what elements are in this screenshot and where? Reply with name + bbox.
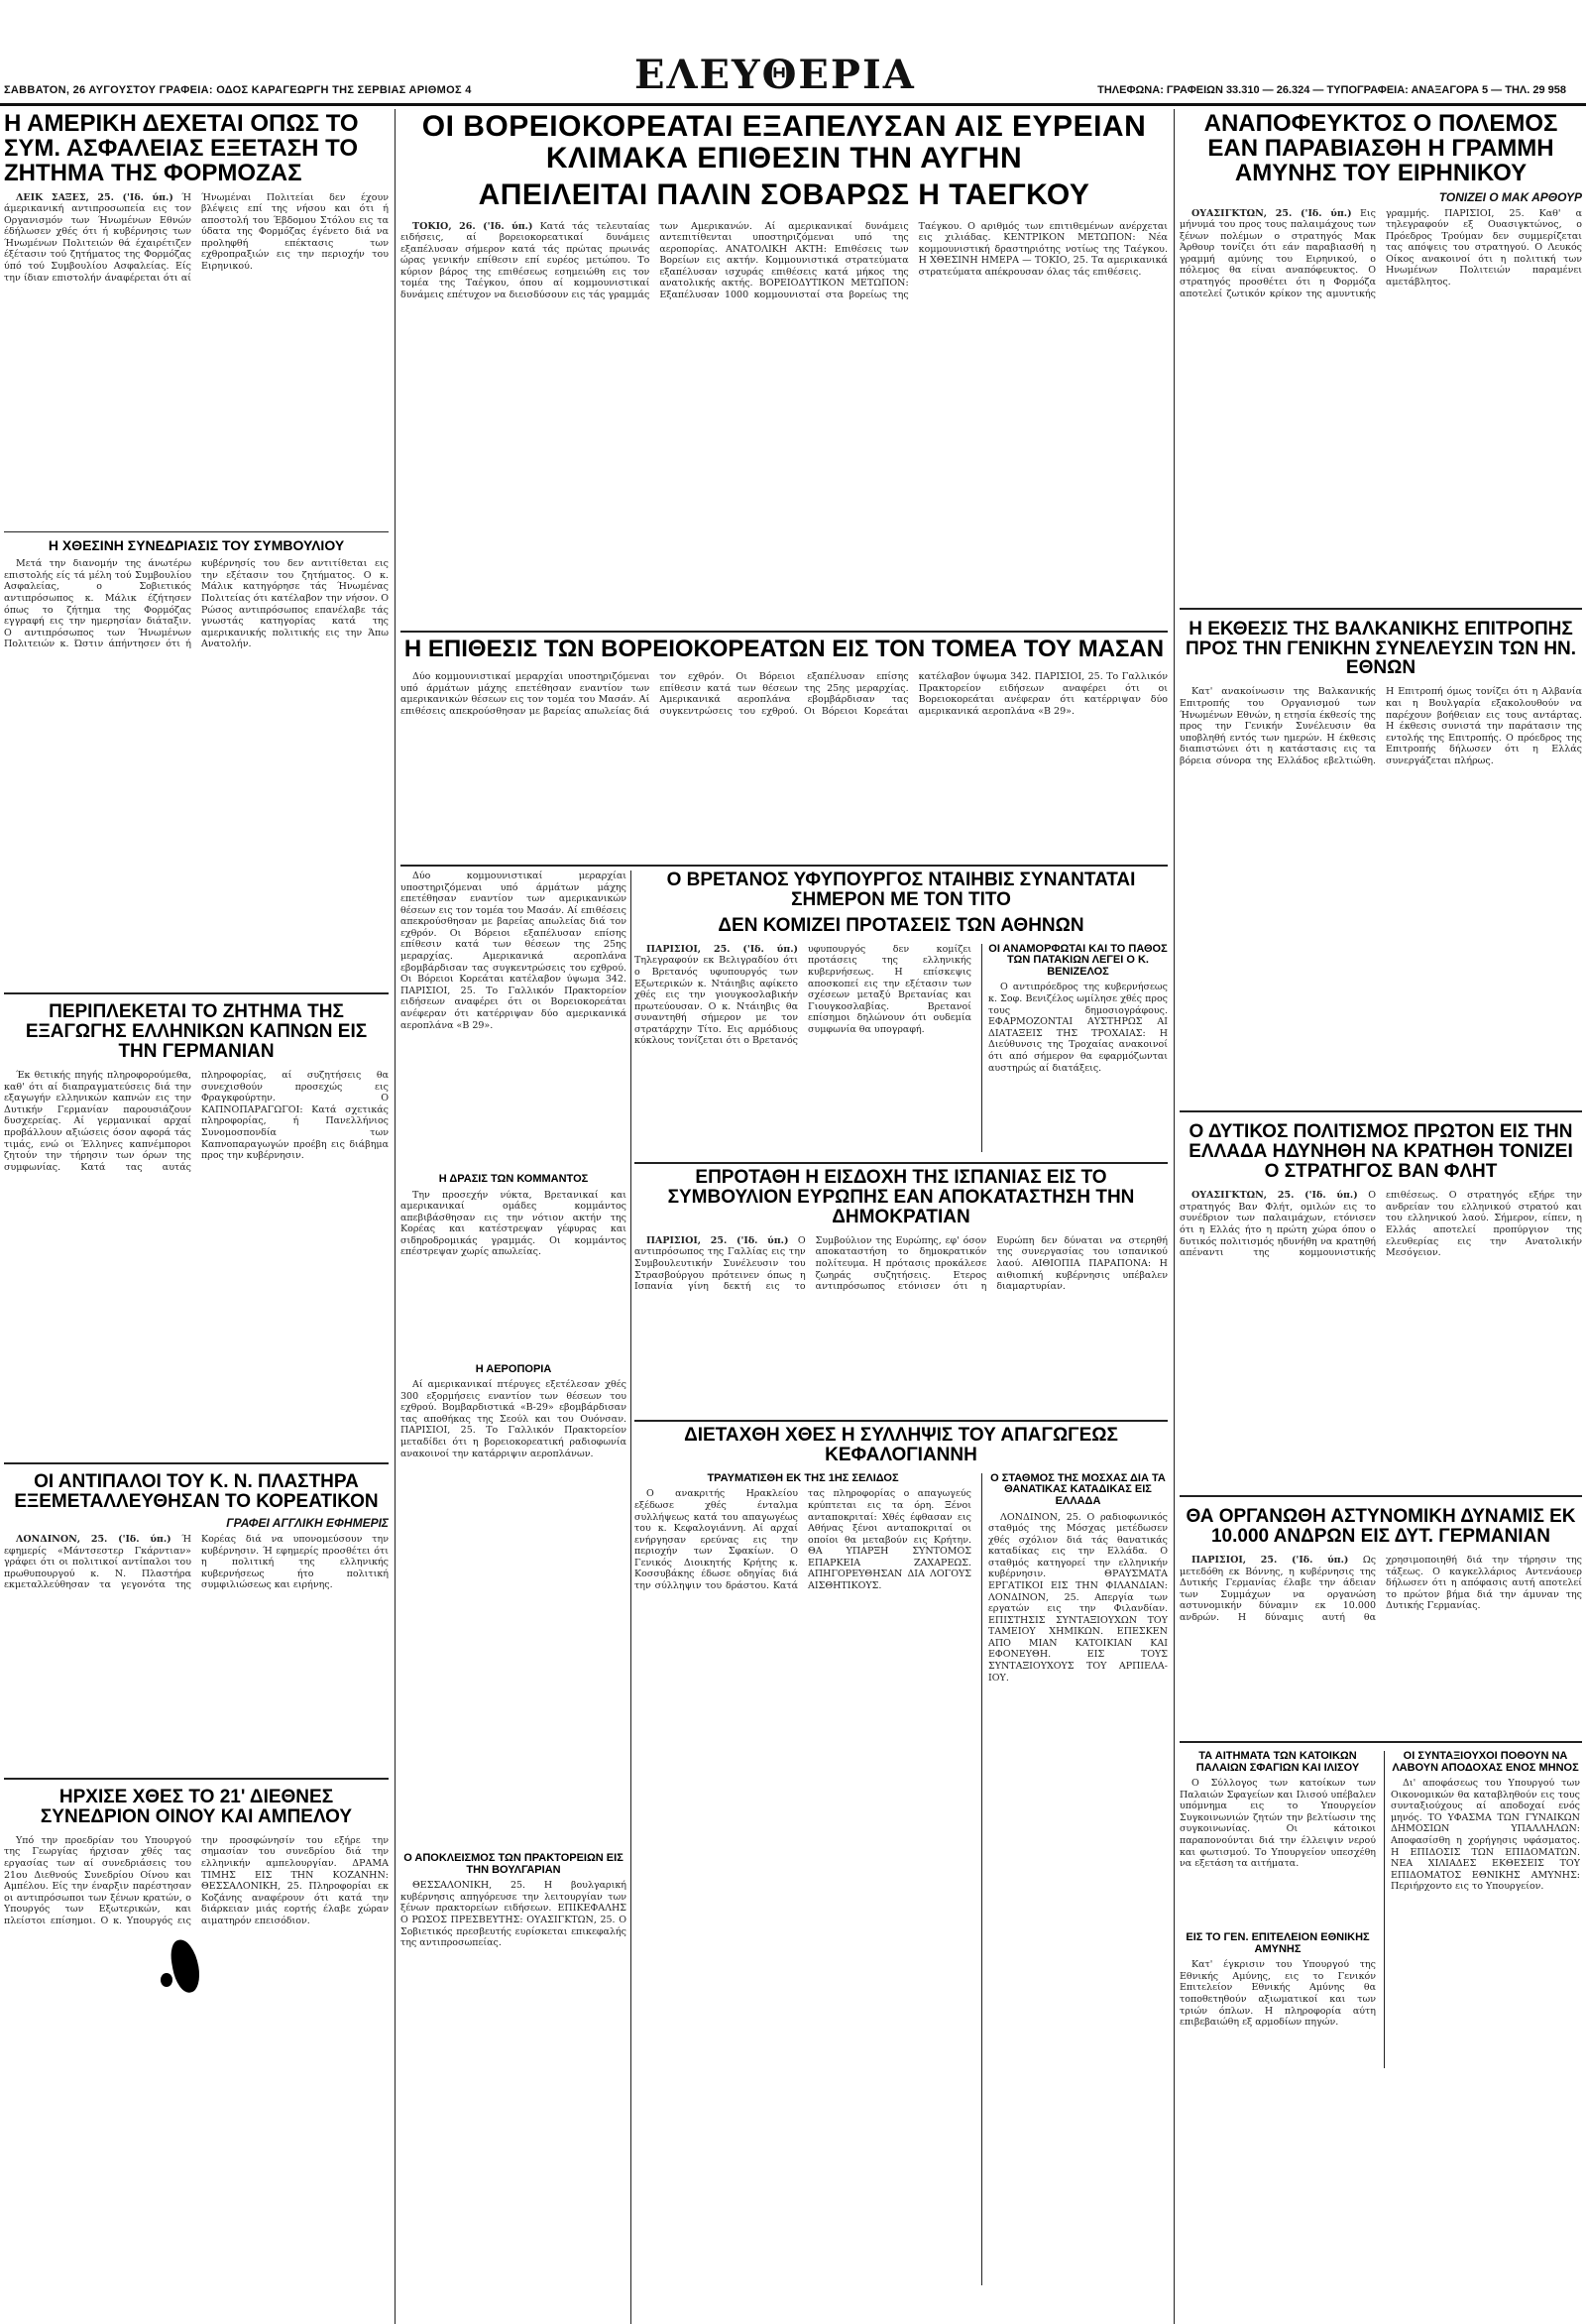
divider	[400, 865, 1168, 867]
right-column	[1180, 111, 1582, 2320]
balkan-body: Κατ' ανακοίνωσιν της Βαλκανικής Επιτροπής του Οργανισμού των Ήνωμένων Εθνών, η ετησία έκθεσίς της προς την Γενικήν Συνέλευσιν θα υποβληθή εντός των ημερών. Η έκθεσις διαπιστώνει ότι η κατάστασις εις τα βόρεια σύνορα της Ελλάδος εβελτιώθη. Η Επιτροπή όμως τονίζει ότι η Αλβανία και η Βουλγαρία εξακολουθούν να παρέχουν βοήθειαν εις τους αντάρτας. Η έκθεσις συνιστά την παράτασιν της εντολής της Επιτροπής. Ο πρόεδρος της Επιτροπής δήλωσεν ότι η Ελλάς συνεργάζεται πλήρως.	[1180, 686, 1582, 766]
divider	[1180, 1495, 1582, 1497]
police-body: ΠΑΡΙΣΙΟΙ, 25. ('Ιδ. ύπ.) Ως μετεδόθη εκ Βόννης, η κυβέρνησις της Δυτικής Γερμανίας έλαβε την άδειαν των Συμμάχων να οργανώση αστυνομικήν δύναμιν εκ 10.000 ανδρών. Η δύναμις αυτή θα χρησιμοποιηθή διά την τήρησιν της τάξεως. Ο καγκελλάριος Αντενάουερ δήλωσεν ότι η απόφασις αυτή αποτελεί το πρώτον βήμα διά την άμυναν της Δυτικής Γερμανίας.	[1180, 1555, 1582, 1623]
defense-staff-headline: ΕΙΣ ΤΟ ΓΕΝ. ΕΠΙΤΕΛΕΙΟΝ ΕΘΝΙΚΗΣ ΑΜΥΝΗΣ	[1186, 1931, 1370, 1955]
left-column	[4, 111, 389, 2320]
lead-body: ΤΟΚΙΟ, 26. ('Ιδ. ύπ.) Κατά τάς τελευταίας ειδήσεις, αί βορειοκορεατικαί δυνάμεις εξαπέλυσαν σήμερον κατά τάς πρώτας πρωινάς ώρας γενικήν επίθεσιν επί ευρέος μετώπου. Το κύριον βάρος της επιθέσεως εσημειώθη εις τον τομέα της Ταέγκου, όπου αί κομμουνιστικαί δυνάμεις επέτυχον να διεισδύσουν εις τάς γραμμάς των Αμερικανών. Αί αμερικανικαί δυνάμεις αντεπιτίθενται υποστηριζόμεναι υπό της αεροπορίας. ΑΝΑΤΟΛΙΚΗ ΑΚΤΗ: Επιθέσεις των Βορείων εις ακτήν. Κομμουνιστικά στρατεύματα εξαπέλυσαν ισχυράς επιθέσεις κατά μήκος της ανατολικής ακτής. ΒΟΡΕΙΟΔΥΤΙΚΟΝ ΜΕΤΩΠΟΝ: Εξαπέλυσαν 1000 κομμουνισταί στα βορείως της Ταέγκου. Ο αριθμός των επιτιθεμένων ανέρχεται εις χιλιάδας. ΚΕΝΤΡΙΚΟΝ ΜΕΤΩΠΟΝ: Νέα κομμουνιστική δραστηριότης νοτίως της Ταέγκου. Η ΧΘΕΣΙΝΗ ΗΜΕΡΑ — ΤΟΚΙΟ, 25. Τα αμερικανικά στρατεύματα απέκρουσαν όλας τάς επιθέσεις.	[400, 220, 1168, 300]
tito-story	[634, 871, 1168, 1158]
warrant-headline: ΔΙΕΤΑΧΘΗ ΧΘΕΣ Η ΣΥΛΛΗΨΙΣ ΤΟΥ ΑΠΑΓΩΓΕΩΣ ΚΕΦΑΛΟΓΙΑΝΝΗ	[684, 1426, 1118, 1465]
warrant-body: Ο ανακριτής Ηρακλείου εξέδωσε χθές ένταλμα συλλήψεως κατά του απαγωγέως του κ. Κεφαλογιάννη. Αί αρχαί ενήργησαν ερεύνας εις την περιοχήν των Σφακίων. Ο Γενικός Διοικητής Κρήτης κ. Κοσσυβάκης έδωσε οδηγίας διά την σύλληψιν του δράστου. Κατά τας πληροφορίας ο απαγωγεύς κρύπτεται εις τα όρη. Ξένοι ανταποκριταί: Χθές έφθασαν εις Αθήνας ξένοι ανταποκριταί οι οποίοι θα μεταβούν εις Κρήτην. ΘΑ ΥΠΑΡΞΗ ΣΥΝΤΟΜΟΣ ΕΠΑΡΚΕΙΑ ΖΑΧΑΡΕΩΣ. ΑΠΗΓΟΡΕΥΘΗΣΑΝ ΔΙΑ ΛΟΓΟΥΣ ΑΙΣΘΗΤΙΚΟΥΣ.	[634, 1488, 971, 1592]
phone-line: ΤΗΛΕΦΩΝΑ: ΓΡΑΦΕΙΩΝ 33.310 — 26.324 — ΤΥΠΟΓΡΑΦΕΙΑ: ΑΝΑΞΑΓΟΡΑ 5 — ΤΗΛ. 29 958	[1097, 84, 1566, 96]
divider	[4, 1462, 389, 1464]
divider	[1180, 1741, 1582, 1743]
commandos-headline: Η ΔΡΑΣΙΣ ΤΩΝ ΚΟΜΜΑΝΤΟΣ	[438, 1173, 589, 1185]
masan-headline: Η ΕΠΙΘΕΣΙΣ ΤΩΝ ΒΟΡΕΙΟΚΟΡΕΑΤΩΝ ΕΙΣ ΤΟΝ ΤΟΜΕΑ ΤΟΥ ΜΑΣΑΝ	[403, 637, 1165, 662]
macarthur-body: ΟΥΑΣΙΓΚΤΩΝ, 25. ('Ιδ. ύπ.) Εις μήνυμά του προς τους παλαιμάχους των ξένων πολέμων ο στρατηγός Μακ Άρθουρ τονίζει ότι εάν παραβιασθή η γραμμή αμύνης του Ειρηνικού, ο πόλεμος θα είναι αναπόφευκτος. Ο στρατηγός προσθέτει ότι η Φορμόζα αποτελεί ζωτικόν κρίκον της αμυντικής γραμμής. ΠΑΡΙΣΙΟΙ, 25. Καθ' α τηλεγραφούν εξ Ουασιγκτώνος, ο Πρόεδρος Τρούμαν δεν συμμερίζεται τας απόψεις του στρατηγού. Ο Λευκός Οίκος ανακοινοί ότι η πολιτική των Ηνωμένων Πολιτειών παραμένει αμετάβλητος.	[1180, 207, 1582, 299]
air-lead-body: Δύο κομμουνιστικαί μεραρχίαι υποστηριζόμεναι υπό άρμάτων μάχης επετέθησαν εναντίον των αμερικανικών θέσεων εις τον τομέα του Μασάν. Αί επιθέσεις απεκρούσθησαν με βαρείας απωλείας διά τον εχθρόν. Οι Βόρειοι εξαπέλυσαν επίσης επίθεσιν κατά των θέσεων της 25ης μεραρχίας. Αμερικανικά αεροπλάνα εβομβάρδισαν τας συγκεντρώσεις του εχθρού. Οι Βόρειοι Κορεάται κατέλαβον ύψωμα 342. ΠΑΡΙΣΙΟΙ, 25. Το Γαλλικόν Πρακτορείον ειδήσεων αναφέρει ότι οι Βορειοκορεάται ανέφεραν ότι κατέρριψαν δύο αμερικανικά αεροπλάνα «Β 29».	[400, 871, 626, 1031]
date-address-line: ΣΑΒΒΑΤΟΝ, 26 ΑΥΓΟΥΣΤΟΥ ΓΡΑΦΕΙΑ: ΟΔΟΣ ΚΑΡΑΓΕΩΡΓΗ ΤΗΣ ΣΕΡΒΙΑΣ ΑΡΙΘΜΟΣ 4	[4, 84, 472, 96]
pensioners-headline: ΟΙ ΣΥΝΤΑΞΙΟΥΧΟΙ ΠΟΘΟΥΝ ΝΑ ΛΑΒΟΥΝ ΑΠΟΔΟΧΑΣ ΕΝΟΣ ΜΗΝΟΣ	[1392, 1750, 1579, 1774]
spain-story	[634, 1168, 1168, 1416]
vanfleet-body: ΟΥΑΣΙΓΚΤΩΝ, 25. ('Ιδ. ύπ.) Ο στρατηγός Βαν Φλήτ, ομιλών εις το συνέδριον των παλαιμάχων, ετόνισεν ότι η Ελλάς ήτο η πρώτη χώρα όπου ο δυτικός πολιτισμός ηδυνήθη να κρατηθή απέναντι της κομμουνιστικής επιθέσεως. Ο στρατηγός εξήρε την ανδρείαν του ελληνικού στρατού και του ελληνικού λαού. Σήμερον, είπεν, η Ελλάς αποτελεί προπύργιον της ελευθερίας εις την Ανατολικήν Μεσόγειον.	[1180, 1190, 1582, 1259]
residents-headline: ΤΑ ΑΙΤΗΜΑΤΑ ΤΩΝ ΚΑΤΟΙΚΩΝ ΠΑΛΑΙΩΝ ΣΦΑΓΙΩΝ ΚΑΙ ΙΛΙΣΟΥ	[1195, 1750, 1360, 1774]
article-formosa-body: ΛΕΙΚ ΣΑΞΕΣ, 25. ('Ιδ. ύπ.) Ή άμερικανική αντιπροσωπεία εις τον Οργανισμόν των Ήνωμένων Εθνών έδήλωσεν χθές ότι ή κυβέρνησις των Ήνωμένων Πολιτειών θά έχαιρέτιζεν έξέτασιν τού ζητήματος της Φορμόζας ύπό τού Συμβουλίου Ασφαλείας. Είς την ίδιαν επιστολήν άναφέρεται ότι αί Ήνωμέναι Πολιτείαι δεν έχουν βλέψεις επί της νήσου και ότι ή αποστολή του Έβδομου Στόλου εις τα ύδατα της Φορμόζας έγένετο διά να προληφθή επέκτασις των εχθροπραξιών εις την περιοχήν του Ειρηνικού.	[4, 191, 389, 284]
moscow-body: ΛΟΝΔΙΝΟΝ, 25. Ο ραδιοφωνικός σταθμός της Μόσχας μετέδωσεν χθές σχόλιον διά τάς θανατικάς καταδίκας εις την Ελλάδα. Ο σταθμός κατηγορεί την ελληνικήν κυβέρνησιν. ΘΡΑΥΣΜΑΤΑ ΕΡΓΑΤΙΚΟΙ ΕΙΣ ΤΗΝ ΦΙΛΑΝΔΙΑΝ: ΛΟΝΔΙΝΟΝ, 25. Απεργία των εργατών εις την Φιλανδίαν. ΕΠΙΣΤΗΣΙΣ ΣΥΝΤΑΞΙΟΥΧΩΝ ΤΟΥ ΤΑΜΕΙΟΥ ΧΗΜΙΚΩΝ. ΕΠΕΣΚΕΝ ΑΠΟ ΜΙΑΝ ΚΑΤΟΙΚΙΑΝ ΚΑΙ ΕΦΟΝΕΥΘΗ. ΕΙΣ ΤΟΥΣ ΣΥΝΤΑΞΙΟΥΧΟΥΣ ΤΟΥ ΑΡΠΙΕΛΑ-ΙΟΥ.	[988, 1511, 1168, 1684]
warrant-story	[634, 1426, 1168, 2320]
airforce-body: Αί αμερικανικαί πτέρυγες εξετέλεσαν χθές 300 εξορμήσεις εναντίον των θέσεων του εχθρού. Βομβαρδιστικά «Β-29» εβομβάρδισαν τας αποθήκας της Σεούλ και του Ουόνσαν. ΠΑΡΙΣΙΟΙ, 25. Το Γαλλικόν Πρακτορείον μεταδίδει ότι η βορειοκορεατική ραδιοφωνία ανακοινοί την κατάρριψιν αεροπλάνων.	[400, 1379, 626, 1459]
venizelos-headline: ΟΙ ΑΝΑΜΟΡΦΩΤΑΙ ΚΑΙ ΤΟ ΠΑΘΟΣ ΤΩΝ ΠΑΤΑΚΙΩΝ ΛΕΓΕΙ Ο Κ. ΒΕΝΙΖΕΛΟΣ	[988, 942, 1168, 978]
vanfleet-headline: Ο ΔΥΤΙΚΟΣ ΠΟΛΙΤΙΣΜΟΣ ΠΡΩΤΟΝ ΕΙΣ ΤΗΝ ΕΛΛΑΔΑ ΗΔΥΝΗΘΗ ΝΑ ΚΡΑΤΗΘΗ ΤΟΝΙΖΕΙ Ο ΣΤΡΑΤΗΓΟΣ ΒΑΝ ΦΛΗΤ	[1189, 1121, 1573, 1183]
police-headline: ΘΑ ΟΡΓΑΝΩΘΗ ΑΣΤΥΝΟΜΙΚΗ ΔΥΝΑΜΙΣ ΕΚ 10.000 ΑΝΔΡΩΝ ΕΙΣ ΔΥΤ. ΓΕΡΜΑΝΙΑΝ	[1186, 1506, 1576, 1548]
spain-headline: ΕΠΡΟΤΑΘΗ Η ΕΙΣΔΟΧΗ ΤΗΣ ΙΣΠΑΝΙΑΣ ΕΙΣ ΤΟ ΣΥΜΒΟΥΛΙΟΝ ΕΥΡΩΠΗΣ ΕΑΝ ΑΠΟΚΑΤΑΣΤΗΣΗ ΤΗΝ ΔΗΜΟΚΡΑΤΙΑΝ	[667, 1168, 1135, 1227]
article-tobacco-body: Έκ θετικής πηγής πληροφορούμεθα, καθ' ότι αί διαπραγματεύσεις διά την εξαγωγήν ελληνικών καπνών εις την Δυτικήν Γερμανίαν παρουσιάζουν δυσχερείας. Αί γερμανικαί αρχαί προβάλλουν αξιώσεις όσον αφορά τάς τιμάς, ενώ οι Έλληνες καπνέμποροι ζητούν την τήρησιν των όρων της συμφωνίας. Κατά τας αυτάς πληροφορίας, αί συζητήσεις θα συνεχισθούν προσεχώς εις Φραγκφούρτην. Ο ΚΑΠΝΟΠΑΡΑΓΩΓΟΙ: Κατά σχετικάς πληροφορίας, ή Πανελλήνιος Συνομοσπονδία των Καπνοπαραγωγών προέβη εις διάβημα προς την κυβέρνησιν.	[4, 1070, 389, 1173]
article-wine-headline: ΗΡΧΙΣΕ ΧΘΕΣ ΤΟ 21' ΔΙΕΘΝΕΣ ΣΥΝΕΔΡΙΟΝ ΟΙΝΟΥ ΚΑΙ ΑΜΠΕΛΟΥ	[40, 1786, 353, 1827]
article-formosa-headline: Η ΑΜΕΡΙΚΗ ΔΕΧΕΤΑΙ ΟΠΩΣ ΤΟ ΣΥΜ. ΑΣΦΑΛΕΙΑΣ ΕΞΕΤΑΣΗ ΤΟ ΖΗΤΗΜΑ ΤΗΣ ΦΟΡΜΟΖΑΣ	[4, 111, 359, 187]
masthead	[0, 50, 1586, 99]
bulgaria-body: ΘΕΣΣΑΛΟΝΙΚΗ, 25. Η βουλγαρική κυβέρνησις απηγόρευσε την λειτουργίαν των ξένων πρακτορείων ειδήσεων. ΕΠΙΚΕΦΑΛΗΣ Ο ΡΩΣΟΣ ΠΡΕΣΒΕΥΤΗΣ: ΟΥΑΣΙΓΚΤΩΝ, 25. Ο Σοβιετικός πρεσβευτής ευρίσκεται επικεφαλής της αντιπροσωπείας.	[400, 1880, 626, 1949]
air-column	[400, 871, 626, 2320]
ink-smear	[161, 1973, 172, 1987]
article-plastiras-subhead: ΓΡΑΦΕΙ ΑΓΓΛΙΚΗ ΕΦΗΜΕΡΙΣ	[226, 1515, 389, 1530]
macarthur-headline: ΑΝΑΠΟΦΕΥΚΤΟΣ Ο ΠΟΛΕΜΟΣ ΕΑΝ ΠΑΡΑΒΙΑΣΘΗ Η ΓΡΑΜΜΗ ΑΜΥΝΗΣ ΤΟΥ ΕΙΡΗΝΙΚΟΥ	[1203, 111, 1558, 187]
defense-staff-body: Κατ' έγκρισιν του Υπουργού της Εθνικής Αμύνης, εις το Γενικόν Επιτελείον Εθνικής Αμύνης θα τοποθετηθούν αξιωματικοί και των τριών όπλων. Η πληροφορία αύτη επιβεβαιώθη εξ αρμοδίων πηγών.	[1180, 1959, 1376, 2029]
divider	[4, 992, 389, 994]
balkan-headline: Η ΕΚΘΕΣΙΣ ΤΗΣ ΒΑΛΚΑΝΙΚΗΣ ΕΠΙΤΡΟΠΗΣ ΠΡΟΣ ΤΗΝ ΓΕΝΙΚΗΝ ΣΥΝΕΛΕΥΣΙΝ ΤΩΝ ΗΝ. ΕΘΝΩΝ	[1185, 618, 1577, 679]
article-wine-body: Υπό την προεδρίαν του Υπουργού της Γεωργίας ήρχισαν χθές τας εργασίας των αί συνεδριάσεις του 21ου Διεθνούς Συνεδρίου Οίνου και Αμπέλου. Είς την έναρξιν παρέστησαν οι αντιπρόσωποι των ξένων κρατών, ο Υπουργός των Εξωτερικών, και πλείστοι επίσημοι. Ο κ. Υπουργός εις την προσφώνησίν του εξήρε την σημασίαν του συνεδρίου διά την ελληνικήν αμπελουργίαν. ΔΡΑΜΑ ΤΙΜΗΣ ΕΙΣ ΤΗΝ ΚΟΖΑΝΗΝ: ΘΕΣΣΑΛΟΝΙΚΗ, 25. Πληροφορίαι εκ Κοζάνης αναφέρουν ότι κατά την διάρκειαν μιάς εορτής έλαβε χώραν αιματηρόν επεισόδιον.	[4, 1834, 389, 1926]
lead-story	[400, 111, 1168, 627]
divider	[634, 1162, 1168, 1164]
divider	[1180, 608, 1582, 610]
pensioners-body: Δι' αποφάσεως του Υπουργού των Οικονομικών θα καταβληθούν εις τους συνταξιούχους αί αποδοχαί ενός μηνός. ΤΟ ΥΦΑΣΜΑ ΤΩΝ ΓΥΝΑΙΚΩΝ ΔΗΜΟΣΙΩΝ ΥΠΑΛΛΗΛΩΝ: Αποφασίσθη η χορήγησις υφάσματος. Η ΕΠΙΔΟΣΙΣ ΤΩΝ ΕΠΙΔΟΜΑΤΩΝ. ΝΕΑ ΧΙΛΙΑΔΕΣ ΕΚΘΕΣΕΙΣ ΤΟΥ ΕΠΙΔΟΜΑΤΟΣ ΕΘΝΙΚΗΣ ΑΜΥΝΗΣ: Περιήρχοντο εις το Υπουργείον.	[1391, 1778, 1580, 1893]
column-rule-2	[1174, 109, 1175, 2324]
bulgaria-headline: Ο ΑΠΟΚΛΕΙΣΜΟΣ ΤΩΝ ΠΡΑΚΤΟΡΕΙΩΝ ΕΙΣ ΤΗΝ ΒΟΥΛΓΑΡΙΑΝ	[403, 1852, 623, 1876]
divider	[400, 631, 1168, 633]
spain-body: ΠΑΡΙΣΙΟΙ, 25. ('Ιδ. ύπ.) Ο αντιπρόσωπος της Γαλλίας εις την Συμβουλευτικήν Συνέλευσιν του Στρασβούργου πρότεινεν όπως η Ισπανία γίνη δεκτή εις το Συμβούλιον της Ευρώπης, εφ' όσον αποκαταστήση το δημοκρατικόν πολίτευμα. Η πρότασις προκάλεσε ζωηράς συζητήσεις. Ετερος αντιπρόσωπος ετόνισεν ότι η Ευρώπη δεν δύναται να στερηθή της συνεργασίας του ισπανικού λαού. ΑΙΘΙΟΠΙΑ ΠΑΡΑΠΟΝΑ: Η αιθιοπική κυβέρνησις υπέβαλεν διαμαρτυρίαν.	[634, 1234, 1168, 1293]
article-council-body: Μετά την διανομήν της άνωτέρω επιστολής είς τά μέλη τού Συμβουλίου Ασφαλείας, ο Σοβιετικός αντιπρόσωπος κ. Μάλικ έζήτησεν όπως το ζήτημα της Φορμόζας εγγραφή εις την ημερησίαν διάταξιν. Ο αντιπρόσωπος των Ήνωμένων Πολιτειών κ. Ώστιν άπήντησεν ότι ή κυβέρνησίς του δεν αντιτίθεται εις την εξέτασιν του ζητήματος. Ο κ. Μάλικ κατηγόρησε τάς Ήνωμένας Πολιτείας ότι κατέλαβον την νήσον. Ο Ρώσος αντιπρόσωπος επανέλαβε τάς γνωστάς κατηγορίας κατά της αμερικανικής πολιτικής εις την Άπω Ανατολήν.	[4, 558, 389, 650]
article-plastiras-body: ΛΟΝΔΙΝΟΝ, 25. ('Ιδ. ύπ.) Ή εφημερίς «Μάντσεστερ Γκάρντιαν» γράφει ότι οι πολιτικοί αντίπαλοι του πρωθυπουργού κ. Ν. Πλαστήρα εκμεταλλεύθησαν τα γεγονότα της Κορέας διά να υπονομεύσουν την κυβέρνησιν. Ή εφημερίς προσθέτει ότι η πολιτική της ελληνικής κυβερνήσεως ήτο πολιτική συμφιλιώσεως και ειρήνης.	[4, 1533, 389, 1591]
macarthur-subhead: ΤΟΝΙΖΕΙ Ο ΜΑΚ ΑΡΘΟΥΡ	[1438, 189, 1582, 204]
residents-body: Ο Σύλλογος των κατοίκων των Παλαιών Σφαγείων και Ιλισού υπέβαλεν υπόμνημα εις το Υπουργείον Συγκοινωνιών ζητών την βελτίωσιν της συγκοινωνίας. Οι κάτοικοι παραπονούνται διά την έλλειψιν νερού και φωτισμού. Το Υπουργείον υπεσχέθη να εξετάση τα αιτήματα.	[1180, 1778, 1376, 1870]
masan-story	[400, 637, 1168, 861]
lead-headline-1: ΟΙ ΒΟΡΕΙΟΚΟΡΕΑΤΑΙ ΕΞΑΠΕΛΥΣΑΝ ΑΙΣ ΕΥΡΕΙΑΝ ΚΛΙΜΑΚΑ ΕΠΙΘΕΣΙΝ ΤΗΝ ΑΥΓΗΝ	[421, 111, 1147, 174]
lead-headline-2: ΑΠΕΙΛΕΙΤΑΙ ΠΑΛΙΝ ΣΟΒΑΡΩΣ Η ΤΑΕΓΚΟΥ	[478, 178, 1090, 211]
article-tobacco-headline: ΠΕΡΙΠΛΕΚΕΤΑΙ ΤΟ ΖΗΤΗΜΑ ΤΗΣ ΕΞΑΓΩΓΗΣ ΕΛΛΗΝΙΚΩΝ ΚΑΠΝΩΝ ΕΙΣ ΤΗΝ ΓΕΡΜΑΝΙΑΝ	[25, 1001, 368, 1063]
divider	[634, 1420, 1168, 1422]
divider	[4, 1778, 389, 1780]
airforce-headline: Η ΑΕΡΟΠΟΡΙΑ	[475, 1362, 552, 1375]
divider	[1180, 1110, 1582, 1112]
tito-headline-2: ΔΕΝ ΚΟΜΙΖΕΙ ΠΡΟΤΑΣΕΙΣ ΤΩΝ ΑΘΗΝΩΝ	[718, 914, 1084, 936]
moscow-headline: Ο ΣΤΑΘΜΟΣ ΤΗΣ ΜΟΣΧΑΣ ΔΙΑ ΤΑ ΘΑΝΑΤΙΚΑΣ ΚΑΤΑΔΙΚΑΣ ΕΙΣ ΕΛΛΑΔΑ	[990, 1471, 1166, 1507]
newspaper-title: ΕΛΕΥΘΕΡΙΑ	[634, 52, 916, 98]
column-rule-1	[395, 109, 396, 2324]
venizelos-body: Ο αντιπρόεδρος της κυβερνήσεως κ. Σοφ. Βενιζέλος ωμίλησε χθές προς τους δημοσιογράφους. ΕΦΑΡΜΟΖΟΝΤΑΙ ΑΥΣΤΗΡΩΣ ΑΙ ΔΙΑΤΑΞΕΙΣ ΤΗΣ ΤΡΟΧΑΙΑΣ: Η Διεύθυνσις της Τροχαίας ανακοινοί ότι από σήμερον θα εφαρμόζωνται αυστηρώς αί διατάξεις.	[988, 982, 1168, 1074]
article-plastiras-headline: ΟΙ ΑΝΤΙΠΑΛΟΙ ΤΟΥ Κ. Ν. ΠΛΑΣΤΗΡΑ ΕΞΕΜΕΤΑΛΛΕΥΘΗΣΑΝ ΤΟ ΚΟΡΕΑΤΙΚΟΝ	[14, 1471, 379, 1512]
commandos-body: Την προσεχήν νύκτα, Βρετανικαί και αμερικανικαί ομάδες κομμάντος απεβιβάσθησαν εις την νότιον ακτήν της Κορέας και κατέστρεψαν γέφυρας και σιδηροδρομικάς γραμμάς. Οι κομμάντος επέστρεψαν χωρίς απωλείας.	[400, 1189, 626, 1258]
article-council-headline: Η ΧΘΕΣΙΝΗ ΣΥΝΕΔΡΙΑΣΙΣ ΤΟΥ ΣΥΜΒΟΥΛΙΟΥ	[4, 531, 389, 553]
tito-body: ΠΑΡΙΣΙΟΙ, 25. ('Ιδ. ύπ.) Τηλεγραφούν εκ Βελιγραδίου ότι ο Βρετανός υφυπουργός των Εξωτερικών κ. Ντάιηβις αφίκετο χθές εις την γιουγκοσλαβικήν πρωτεύουσαν. Ο κ. Ντάιηβις θα συναντηθή σήμερον με τον στρατάρχην Τίτο. Εις αρμόδιους κύκλους τονίζεται ότι ο Βρετανός υφυπουργός δεν κομίζει προτάσεις της ελληνικής κυβερνήσεως. Η επίσκεψις αποσκοπεί εις την εξέτασιν των σχέσεων μεταξύ Βρετανίας και Γιουγκοσλαβίας. Βρετανοί επίσημοι δηλώνουν ότι ουδεμία συμφωνία θα υπογραφή.	[634, 943, 971, 1047]
masthead-rule	[0, 103, 1586, 106]
column-rule-center	[630, 871, 631, 2324]
masan-body: Δύο κομμουνιστικαί μεραρχίαι υποστηριζόμεναι υπό άρμάτων μάχης επετέθησαν εναντίον των αμερικανικών θέσεων εις τον τομέα του Μασάν. Αί επιθέσεις απεκρούσθησαν με βαρείας απωλείας διά τον εχθρόν. Οι Βόρειοι εξαπέλυσαν επίσης επίθεσιν κατά των θέσεων της 25ης μεραρχίας. Αμερικανικά αεροπλάνα εβομβάρδισαν τας συγκεντρώσεις του εχθρού. Οι Βόρειοι Κορεάται κατέλαβον ύψωμα 342. ΠΑΡΙΣΙΟΙ, 25. Το Γαλλικόν Πρακτορείον ειδήσεων αναφέρει ότι οι Βορειοκορεάται ανέφεραν ότι κατέρριψαν δύο αμερικανικά αεροπλάνα «Β 29».	[400, 671, 1168, 717]
warrant-subhead: ΤΡΑΥΜΑΤΙΣΘΗ ΕΚ ΤΗΣ 1ΗΣ ΣΕΛΙΔΟΣ	[707, 1471, 899, 1484]
tito-headline-1: Ο ΒΡΕΤΑΝΟΣ ΥΦΥΠΟΥΡΓΟΣ ΝΤΑΙΗΒΙΣ ΣΥΝΑΝΤΑΤΑΙ ΣΗΜΕΡΟΝ ΜΕ ΤΟΝ ΤΙΤΟ	[666, 871, 1136, 910]
